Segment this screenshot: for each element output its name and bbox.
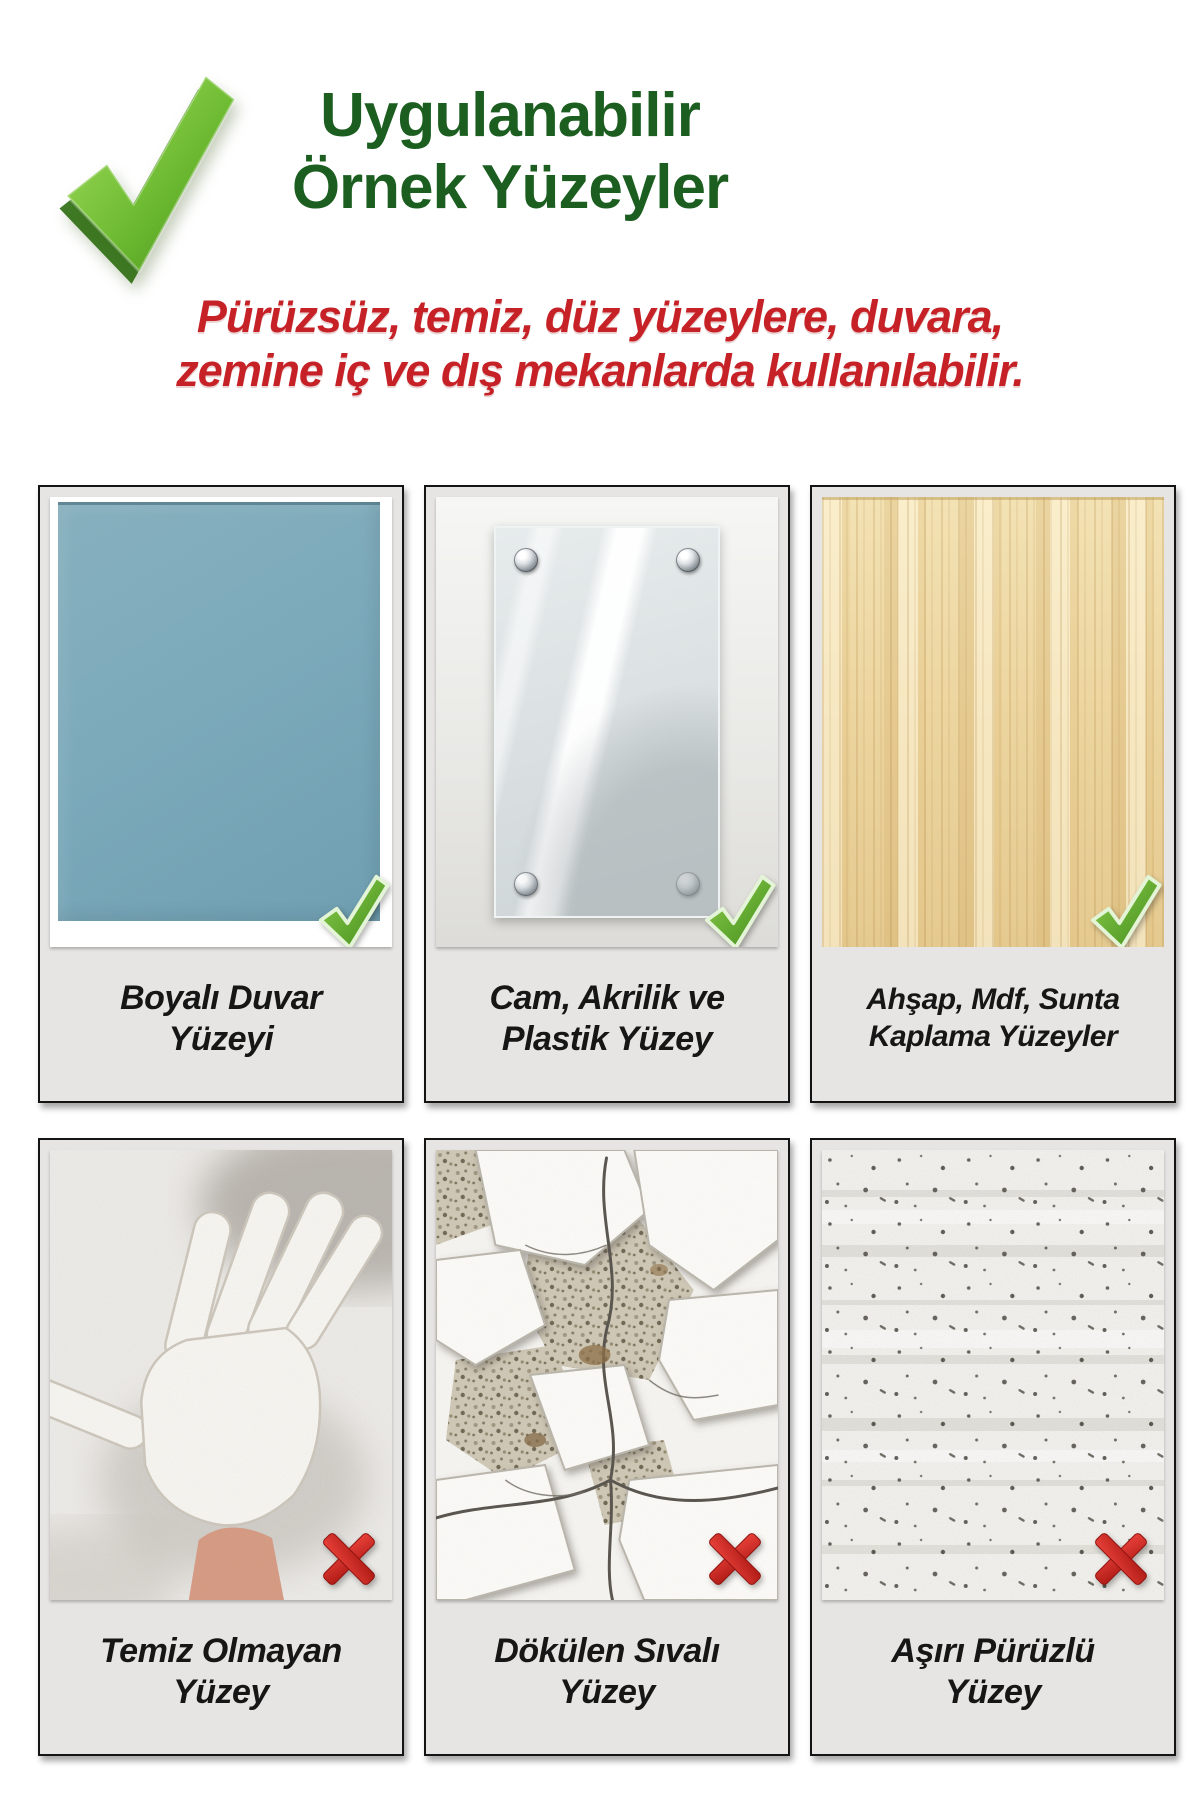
card-label: [822, 1600, 1164, 1744]
card-rough-surface: [810, 1138, 1176, 1756]
card-label-line-1: Aşırı Pürüzlü: [891, 1631, 1095, 1670]
card-label: [436, 947, 778, 1091]
title-line-2: Örnek Yüzeyler: [291, 152, 729, 222]
surfaces-grid: [38, 485, 1176, 1756]
card-label-line-2: Yüzey: [173, 1673, 269, 1711]
card-label-line-2: Kaplama Yüzeyler: [868, 1020, 1118, 1053]
card-peeling-plaster: [424, 1138, 790, 1756]
card-glass-plastic: [424, 485, 790, 1103]
photo-wood-veneer: [822, 497, 1164, 947]
x-icon: [316, 1526, 382, 1592]
title-line-1: Uygulanabilir: [320, 81, 700, 150]
card-wood-mdf: [810, 485, 1176, 1103]
check-icon: [1086, 873, 1162, 947]
page-title: [225, 80, 795, 224]
blue-paint-panel: [58, 502, 380, 921]
subtitle-line-1: Pürüzsüz, temiz, düz yüzeylere, duvara,: [196, 291, 1004, 342]
photo-peeling-plaster: [436, 1150, 778, 1600]
card-label-line-2: Yüzey: [945, 1673, 1041, 1711]
photo-glass-panel: [436, 497, 778, 947]
check-icon: [314, 873, 390, 947]
card-painted-wall: [38, 485, 404, 1103]
standoff-bolt-icon: [676, 548, 700, 572]
photo-rough-plaster: [822, 1150, 1164, 1600]
card-label-line-1: Temiz Olmayan: [100, 1631, 342, 1670]
card-label-line-2: Yüzey: [559, 1673, 655, 1711]
card-label-line-1: Ahşap, Mdf, Sunta: [866, 983, 1120, 1017]
glass-panel: [494, 526, 720, 918]
subtitle-text: [0, 290, 1200, 398]
card-label-line-1: Dökülen Sıvalı: [494, 1631, 720, 1670]
card-label: [50, 1600, 392, 1744]
card-label-line-2: Yüzeyi: [168, 1020, 274, 1058]
photo-plaster-hand: [50, 1150, 392, 1600]
card-label-line-2: Plastik Yüzey: [501, 1020, 713, 1058]
standoff-bolt-icon: [514, 548, 538, 572]
card-label: [436, 1600, 778, 1744]
x-icon: [1088, 1526, 1154, 1592]
card-label: [50, 947, 392, 1091]
card-label-line-1: Cam, Akrilik ve: [489, 978, 725, 1017]
photo-painted-wall: [50, 497, 392, 947]
header-check-icon: [50, 66, 240, 286]
standoff-bolt-icon: [676, 872, 700, 896]
x-icon: [702, 1526, 768, 1592]
standoff-bolt-icon: [514, 872, 538, 896]
card-label-line-1: Boyalı Duvar: [120, 978, 322, 1017]
subtitle-line-2: zemine iç ve dış mekanlarda kullanılabilir.: [176, 345, 1024, 396]
check-icon: [700, 873, 776, 947]
card-unclean-surface: [38, 1138, 404, 1756]
card-label: [822, 947, 1164, 1091]
